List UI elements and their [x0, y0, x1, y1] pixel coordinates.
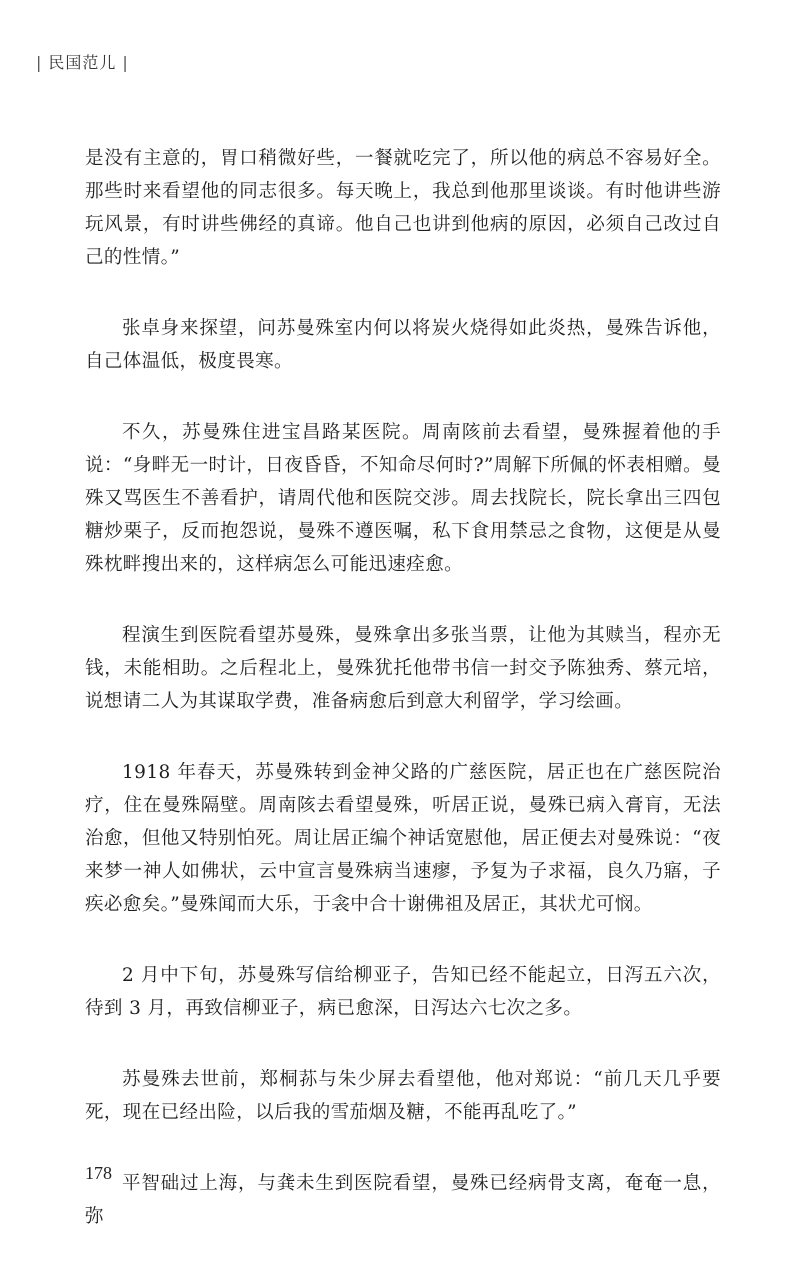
- paragraph-6: 2 月中下旬，苏曼殊写信给柳亚子，告知已经不能起立，日泻五六次，待到 3 月，再致信柳亚子，病已愈深，日泻达六七次之多。: [85, 965, 721, 1019]
- paragraph-2: 张卓身来探望，问苏曼殊室内何以将炭火烧得如此炎热，曼殊告诉他，自己体温低，极度畏寒。: [85, 318, 721, 372]
- header-right-bar: |: [122, 53, 129, 72]
- header-left-bar: |: [36, 53, 43, 72]
- paragraph-4: 程演生到医院看望苏曼殊，曼殊拿出多张当票，让他为其赎当，程亦无钱，未能相助。之后程北上，曼殊犹托他带书信一封交予陈独秀、蔡元培，说想请二人为其谋取学费，准备病愈后到意大利留学，学习绘画。: [85, 625, 721, 712]
- page-number: 178: [85, 1163, 112, 1183]
- running-header: [30, 50, 135, 73]
- paragraph-7: 苏曼殊去世前，郑桐荪与朱少屏去看望他，他对郑说：“前几天几乎要死，现在已经出险，以后我的雪茄烟及糖，不能再乱吃了。”: [85, 1069, 721, 1123]
- book-title: 民国范儿: [48, 53, 117, 72]
- paragraph-5: 1918 年春天，苏曼殊转到金神父路的广慈医院，居正也在广慈医院治疗，住在曼殊隔壁。周南陔去看望曼殊，听居正说，曼殊已病入膏肓，无法治愈，但他又特别怕死。周让居正编个神话宽慰他，居正便去对曼殊说：“夜来梦一神人如佛状，云中宣言曼殊病当速瘳，予复为子求福，良久乃寤，子疾必愈矣。”曼殊闻而大乐，于衾中合十谢佛祖及居正，其状尤可悯。: [85, 762, 721, 915]
- paragraph-1: 是没有主意的，胃口稍微好些，一餐就吃完了，所以他的病总不容易好全。那些时来看望他的同志很多。每天晚上，我总到他那里谈谈。有时他讲些游玩风景，有时讲些佛经的真谛。他自己也讲到他病的原因，必须自己改过自己的性情。”: [85, 148, 721, 268]
- paragraph-3: 不久，苏曼殊住进宝昌路某医院。周南陔前去看望，曼殊握着他的手说：“身畔无一时计，日夜昏昏，不知命尽何时?”周解下所佩的怀表相赠。曼殊又骂医生不善看护，请周代他和医院交涉。周去找院长，院长拿出三四包糖炒栗子，反而抱怨说，曼殊不遵医嘱，私下食用禁忌之食物，这便是从曼殊枕畔搜出来的，这样病怎么可能迅速痊愈。: [85, 422, 721, 575]
- paragraph-8: 平智础过上海，与龚未生到医院看望，曼殊已经病骨支离，奄奄一息，弥: [85, 1173, 721, 1227]
- body-text: [85, 142, 721, 1271]
